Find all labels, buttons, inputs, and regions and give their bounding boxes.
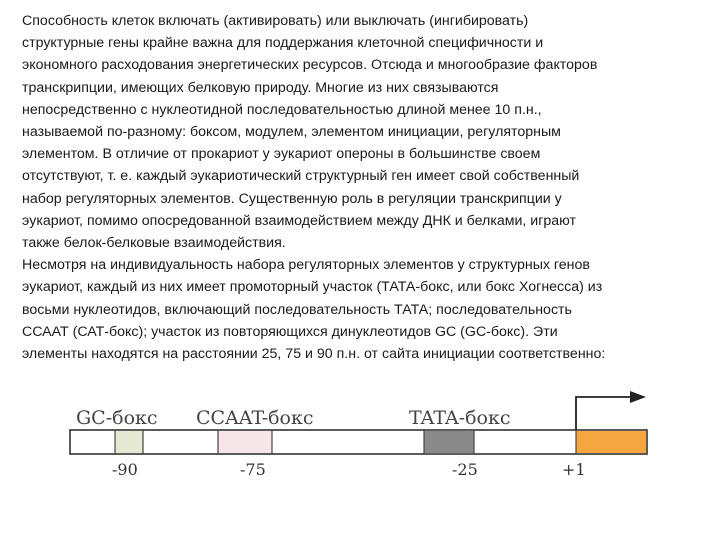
ccaat-box-segment [218,431,272,453]
gc-box-label: GC-бокс [76,407,158,429]
text-line: также белок-белковые взаимодействия. [22,235,286,252]
text-line: эукариот, помимо опосредованной взаимодействием между ДНК и белками, играют [22,212,576,229]
text-line: набор регуляторных элементов. Существенную роль в регуляции транскрипции у [22,190,562,207]
text-line: транскрипции, имеющих белковую природу. Многие из них связываются [22,79,499,96]
text-line: Несмотря на индивидуальность набора регуляторных элементов у структурных генов [22,257,590,274]
tata-box-label: TATA-бокс [409,407,511,429]
arrow-head-icon [630,391,646,403]
text-line: эукариот, каждый из них имеет промоторный участок (ТАТА-бокс, или бокс Хогнесса) из [22,279,603,296]
dna-strip [70,430,647,454]
text-line: элементом. В отличие от прокариот у эукариот опероны в большинстве своем [22,146,541,163]
position-label: -25 [452,460,478,479]
position-label: -90 [112,460,138,479]
position-label: +1 [562,460,586,479]
text-line: структурные гены крайне важна для поддержания клеточной специфичности и [22,35,544,52]
text-line: ССААТ (САТ-бокс); участок из повторяющихся динуклеотидов GC (GC-бокс). Эти [22,323,558,340]
position-label: -75 [240,460,266,479]
text-line: называемой по-разному: боксом, модулем, элементом инициации, регуляторным [22,124,561,141]
text-line: непосредственно с нуклеотидной последовательностью длиной менее 10 п.н., [22,101,542,118]
text-line: отсутствуют, т. е. каждый эукариотический структурный ген имеет свой собственный [22,168,580,185]
tata-box-segment [424,431,474,453]
text-line: элементы находятся на расстоянии 25, 75 и 90 п.н. от сайта инициации соответственно: [22,346,606,363]
text-line: Способность клеток включать (активировать) или выключать (ингибировать) [22,13,529,29]
transcription-start-arrow [576,397,632,430]
gene-start-segment [576,431,646,453]
gc-box-segment [115,431,143,453]
ccaat-box-label: CCAAT-бокс [196,407,314,429]
text-line: восьми нуклеотидов, включающий последовательность ТАТА; последовательность [22,301,572,318]
text-line: экономного расходования энергетических ресурсов. Отсюда и многообразие факторов [22,57,598,74]
